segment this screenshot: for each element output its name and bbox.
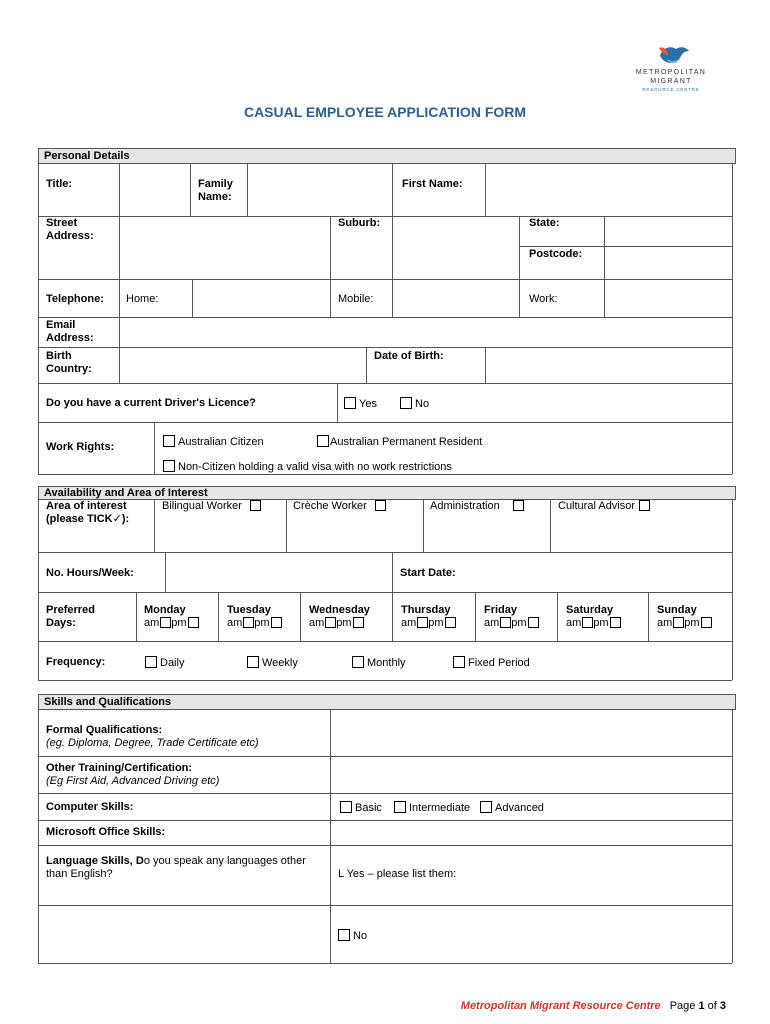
birth-country-label: Birth Country: <box>46 350 92 375</box>
formal-qualifications-label <box>46 724 259 750</box>
area-label-bilingual: Bilingual Worker <box>162 500 242 512</box>
state-label: State: <box>529 217 560 229</box>
area-label-administration: Administration <box>430 500 500 512</box>
area-option-administration[interactable] <box>430 500 524 513</box>
frequency-option-fixed-period[interactable] <box>453 656 530 670</box>
logo-line-2: MIGRANT <box>650 78 692 85</box>
day-label: Saturday <box>566 604 614 616</box>
frequency-checkbox-monthly[interactable] <box>352 656 364 668</box>
language-skills-title: Language Skills, D <box>46 855 144 867</box>
title-label: Title: <box>46 178 73 190</box>
section-header-availability: Availability and Area of Interest <box>38 486 736 500</box>
pm-checkbox[interactable] <box>271 617 282 628</box>
permanent-resident-label: Australian Permanent Resident <box>330 436 483 448</box>
language-skills-label <box>46 855 328 881</box>
mobile-label: Mobile: <box>338 293 374 305</box>
family-name-field[interactable] <box>248 165 391 215</box>
hours-per-week-label: No. Hours/Week: <box>46 567 134 579</box>
pm-label: pm <box>593 617 609 629</box>
work-phone-label: Work: <box>529 293 558 305</box>
mobile-field[interactable] <box>393 280 518 316</box>
day-wednesday <box>309 604 370 630</box>
day-label: Monday <box>144 604 186 616</box>
am-label: am <box>484 617 500 629</box>
family-name-label: Family Name: <box>198 178 233 203</box>
am-checkbox[interactable] <box>582 617 593 628</box>
home-phone-field[interactable] <box>193 280 329 316</box>
state-field[interactable] <box>605 217 731 245</box>
visa-label: Non-Citizen holding a valid visa with no work restrictions <box>178 461 452 473</box>
day-label: Wednesday <box>309 604 370 616</box>
start-date-field[interactable] <box>480 553 731 591</box>
work-rights-label: Work Rights: <box>46 441 115 453</box>
area-of-interest-label: Area of interest (please TICK✓): <box>46 500 130 525</box>
area-option-bilingual[interactable] <box>162 500 261 513</box>
permanent-resident-option[interactable] <box>317 435 482 449</box>
pm-checkbox[interactable] <box>610 617 621 628</box>
page-of: of <box>704 1000 720 1012</box>
am-checkbox[interactable] <box>325 617 336 628</box>
pm-label: pm <box>254 617 270 629</box>
licence-no-checkbox[interactable] <box>400 397 412 409</box>
frequency-option-daily[interactable] <box>145 656 184 670</box>
footer-organisation: Metropolitan Migrant Resource Centre <box>460 1000 661 1012</box>
frequency-option-monthly[interactable] <box>352 656 406 670</box>
language-list-field[interactable] <box>39 906 329 962</box>
computer-option-intermediate[interactable] <box>394 801 470 815</box>
telephone-label: Telephone: <box>46 293 104 305</box>
suburb-label: Suburb: <box>338 217 381 229</box>
am-checkbox[interactable] <box>673 617 684 628</box>
citizen-label: Australian Citizen <box>178 436 264 448</box>
title-field[interactable] <box>120 165 189 215</box>
other-training-label <box>46 762 219 788</box>
frequency-option-weekly[interactable] <box>247 656 298 670</box>
am-label: am <box>566 617 582 629</box>
licence-yes-option[interactable] <box>344 397 377 411</box>
citizen-option[interactable] <box>163 435 264 449</box>
day-label: Tuesday <box>227 604 271 616</box>
citizen-checkbox[interactable] <box>163 435 175 447</box>
computer-label-advanced: Advanced <box>495 802 544 814</box>
computer-label-basic: Basic <box>355 802 382 814</box>
formal-qualifications-title: Formal Qualifications: <box>46 724 163 736</box>
am-label: am <box>401 617 417 629</box>
pm-checkbox[interactable] <box>188 617 199 628</box>
frequency-checkbox-weekly[interactable] <box>247 656 259 668</box>
area-checkbox-administration[interactable] <box>513 500 524 511</box>
area-label-cultural-advisor: Cultural Advisor <box>558 500 636 512</box>
frequency-checkbox-daily[interactable] <box>145 656 157 668</box>
licence-yes-checkbox[interactable] <box>344 397 356 409</box>
pm-label: pm <box>428 617 444 629</box>
am-checkbox[interactable] <box>243 617 254 628</box>
am-label: am <box>227 617 243 629</box>
birth-country-field[interactable] <box>120 348 365 382</box>
licence-no-label: No <box>415 398 430 410</box>
day-sunday <box>657 604 712 630</box>
area-checkbox-creche[interactable] <box>375 500 386 511</box>
am-checkbox[interactable] <box>160 617 171 628</box>
other-training-title: Other Training/Certification: <box>46 762 193 774</box>
frequency-label-fixed-period: Fixed Period <box>468 657 530 669</box>
street-address-field[interactable] <box>120 217 329 278</box>
pm-label: pm <box>511 617 527 629</box>
pm-checkbox[interactable] <box>701 617 712 628</box>
start-date-label: Start Date: <box>400 567 456 579</box>
logo-line-3: RESOURCE CENTRE <box>642 87 700 92</box>
pm-checkbox[interactable] <box>353 617 364 628</box>
am-label: am <box>657 617 673 629</box>
page-current: 1 <box>698 1000 705 1012</box>
drivers-licence-question: Do you have a current Driver's Licence? <box>46 397 256 409</box>
day-label: Thursday <box>401 604 451 616</box>
date-of-birth-field[interactable] <box>486 348 731 382</box>
day-saturday <box>566 604 621 630</box>
postcode-label: Postcode: <box>529 248 583 260</box>
computer-skills-label: Computer Skills: <box>46 801 134 813</box>
computer-option-advanced[interactable] <box>480 801 544 815</box>
computer-checkbox-basic[interactable] <box>340 801 352 813</box>
language-no-label: No <box>353 930 368 942</box>
pm-label: pm <box>336 617 352 629</box>
area-option-creche[interactable] <box>293 500 386 513</box>
email-address-field[interactable] <box>120 318 731 346</box>
computer-checkbox-intermediate[interactable] <box>394 801 406 813</box>
other-training-field[interactable] <box>331 757 731 792</box>
visa-option[interactable] <box>163 460 452 474</box>
area-option-cultural-advisor[interactable] <box>558 500 650 513</box>
day-tuesday <box>227 604 282 630</box>
am-label: am <box>144 617 160 629</box>
formal-qualifications-hint: (eg. Diploma, Degree, Trade Certificate etc) <box>46 737 259 749</box>
am-label: am <box>309 617 325 629</box>
language-no-option[interactable] <box>338 929 367 943</box>
day-label: Sunday <box>657 604 697 616</box>
office-skills-label: Microsoft Office Skills: <box>46 826 166 838</box>
first-name-label: First Name: <box>402 178 463 190</box>
pm-label: pm <box>684 617 700 629</box>
hours-per-week-field[interactable] <box>166 553 391 591</box>
area-label-creche: Crèche Worker <box>293 500 367 512</box>
pm-checkbox[interactable] <box>528 617 539 628</box>
other-training-hint: (Eg First Aid, Advanced Driving etc) <box>46 775 220 787</box>
date-of-birth-label: Date of Birth: <box>374 350 444 362</box>
office-skills-field[interactable] <box>331 821 731 844</box>
section-header-personal: Personal Details <box>38 148 736 164</box>
area-checkbox-bilingual[interactable] <box>250 500 261 511</box>
language-yes-option[interactable] <box>338 868 456 881</box>
suburb-field[interactable] <box>393 217 518 278</box>
language-yes-label: L Yes – please list them: <box>338 868 457 880</box>
language-skills-question: o you speak any languages other than English? <box>46 855 306 880</box>
am-checkbox[interactable] <box>417 617 428 628</box>
visa-checkbox[interactable] <box>163 460 175 472</box>
day-thursday <box>401 604 456 630</box>
licence-yes-label: Yes <box>359 398 377 410</box>
page-prefix: Page <box>669 1000 699 1012</box>
pm-checkbox[interactable] <box>445 617 456 628</box>
computer-label-intermediate: Intermediate <box>409 802 471 814</box>
bird-icon <box>656 42 690 68</box>
street-address-label: Street Address: <box>46 217 94 242</box>
licence-no-option[interactable] <box>400 397 429 411</box>
frequency-label-daily: Daily <box>160 657 185 669</box>
organisation-logo <box>628 42 714 94</box>
page-total: 3 <box>719 1000 726 1012</box>
email-address-label: Email Address: <box>46 319 94 344</box>
computer-checkbox-advanced[interactable] <box>480 801 492 813</box>
frequency-label-monthly: Monthly <box>367 657 406 669</box>
section-header-skills: Skills and Qualifications <box>38 694 736 710</box>
day-label: Friday <box>484 604 518 616</box>
pm-label: pm <box>171 617 187 629</box>
page-footer <box>380 1000 726 1013</box>
frequency-label: Frequency: <box>46 656 106 668</box>
formal-qualifications-field[interactable] <box>331 711 731 755</box>
area-checkbox-cultural-advisor[interactable] <box>639 500 650 511</box>
first-name-field[interactable] <box>486 165 731 215</box>
frequency-label-weekly: Weekly <box>262 657 298 669</box>
frequency-checkbox-fixed-period[interactable] <box>453 656 465 668</box>
preferred-days-label: Preferred Days: <box>46 604 95 629</box>
computer-option-basic[interactable] <box>340 801 382 815</box>
permanent-resident-checkbox[interactable] <box>317 435 329 447</box>
logo-line-1: METROPOLITAN <box>635 69 707 76</box>
form-title: CASUAL EMPLOYEE APPLICATION FORM <box>243 104 527 120</box>
work-phone-field[interactable] <box>605 280 731 316</box>
postcode-field[interactable] <box>605 247 731 278</box>
day-monday <box>144 604 199 630</box>
day-friday <box>484 604 539 630</box>
am-checkbox[interactable] <box>500 617 511 628</box>
page-number <box>670 1000 726 1012</box>
home-phone-label: Home: <box>126 293 159 305</box>
language-no-checkbox[interactable] <box>338 929 350 941</box>
